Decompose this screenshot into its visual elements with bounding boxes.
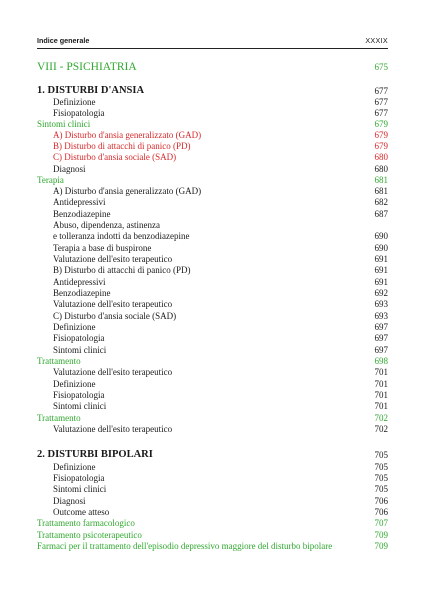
toc-entry xyxy=(37,175,388,186)
toc-entry-title: Valutazione dell'esito terapeutico xyxy=(53,367,173,377)
toc-entry-page: 709 xyxy=(374,530,388,540)
toc-entry-page: 709 xyxy=(374,541,388,551)
toc-entry-page: 693 xyxy=(374,299,388,309)
toc-entry-title: C) Disturbo d'ansia sociale (SAD) xyxy=(53,311,177,321)
toc-entry-page: 677 xyxy=(374,108,388,118)
toc-entry xyxy=(37,541,388,552)
toc-entry xyxy=(37,496,388,507)
toc-entry xyxy=(37,518,388,529)
toc-entry xyxy=(37,484,388,495)
toc-entry-page: 690 xyxy=(374,243,388,253)
toc-entry-title: Sintomi clinici xyxy=(53,345,107,355)
toc-entry-title: Fisiopatologia xyxy=(53,390,105,400)
toc-entry xyxy=(37,254,388,265)
toc-entry-title: Valutazione dell'esito terapeutico xyxy=(53,254,173,264)
toc-entry xyxy=(37,130,388,141)
toc-entry-title: Fisiopatologia xyxy=(53,473,105,483)
toc-entry xyxy=(37,462,388,473)
toc-entry-title: Sintomi clinici xyxy=(53,401,107,411)
toc-entry-title: Trattamento farmacologico xyxy=(37,518,135,528)
toc-entry xyxy=(37,311,388,322)
toc-entry xyxy=(37,164,388,175)
toc-entry-page: 702 xyxy=(374,424,388,434)
toc-entry-page: 680 xyxy=(374,152,388,162)
toc-entry-page: 707 xyxy=(374,518,388,528)
toc-entry-title: Terapia xyxy=(37,175,64,185)
toc-entry xyxy=(37,379,388,390)
toc-entry-page: 697 xyxy=(374,345,388,355)
toc-entry-page: 705 xyxy=(374,484,388,494)
toc-entry xyxy=(37,108,388,119)
toc-entry xyxy=(37,507,388,518)
toc-entry xyxy=(37,473,388,484)
toc-entry-title: Fisiopatologia xyxy=(53,333,105,343)
toc-entry-title: Trattamento xyxy=(37,413,81,423)
toc-entry xyxy=(37,152,388,163)
toc-entry xyxy=(37,97,388,108)
toc-entry-page: 706 xyxy=(374,496,388,506)
toc-entry-page: 702 xyxy=(374,413,388,423)
toc-entry-page: 680 xyxy=(374,164,388,174)
toc-entry-page: 679 xyxy=(374,141,388,151)
toc-entry-page: 677 xyxy=(374,97,388,107)
toc-entry-title: 2. DISTURBI BIPOLARI xyxy=(37,449,153,460)
toc-entry xyxy=(37,530,388,541)
toc-entry-title: e tolleranza indotti da benzodiazepine xyxy=(53,231,190,241)
toc-entry-page: 706 xyxy=(374,507,388,517)
toc-entry-page: 705 xyxy=(374,473,388,483)
toc-entry-page: 701 xyxy=(374,401,388,411)
toc-entry xyxy=(37,322,388,333)
toc-entry-title: Definizione xyxy=(53,462,96,472)
toc-entry-page: 675 xyxy=(374,62,388,72)
toc-entry-title: Sintomi clinici xyxy=(53,484,107,494)
toc-entry xyxy=(37,356,388,367)
toc-entry-title: Outcome atteso xyxy=(53,507,110,517)
toc-entry xyxy=(37,401,388,412)
toc-entry xyxy=(37,209,388,220)
toc-entry-title: Antidepressivi xyxy=(53,277,106,287)
toc-entry-title: Diagnosi xyxy=(53,164,86,174)
toc-entry xyxy=(37,220,388,231)
toc-entry xyxy=(37,288,388,299)
toc-entry-page: 677 xyxy=(374,86,388,96)
toc-entry-page: 681 xyxy=(374,175,388,185)
toc-entry xyxy=(37,243,388,254)
toc-entry-title: 1. DISTURBI D'ANSIA xyxy=(37,85,145,96)
toc-entry-title: Definizione xyxy=(53,322,96,332)
toc-entry-title: A) Disturbo d'ansia generalizzato (GAD) xyxy=(53,130,202,140)
toc-entry xyxy=(37,299,388,310)
toc-entry xyxy=(37,424,388,435)
toc-chapter-heading xyxy=(37,85,388,97)
toc-entry-title: Trattamento xyxy=(37,356,81,366)
toc-entry-page: 705 xyxy=(374,450,388,460)
toc-entry-page: 691 xyxy=(374,254,388,264)
toc-entry-title: Fisiopatologia xyxy=(53,108,105,118)
toc-entry-title: B) Disturbo di attacchi di panico (PD) xyxy=(53,141,191,151)
toc-entry-title: C) Disturbo d'ansia sociale (SAD) xyxy=(53,152,177,162)
toc-entry-page: 681 xyxy=(374,186,388,196)
toc-entry-title: VIII - PSICHIATRIA xyxy=(37,61,137,73)
toc-entry-page: 693 xyxy=(374,311,388,321)
toc-part-heading xyxy=(37,61,388,74)
toc-entry-page: 701 xyxy=(374,379,388,389)
toc-entry-page: 697 xyxy=(374,333,388,343)
running-header xyxy=(37,36,388,49)
toc-entry-page: 691 xyxy=(374,265,388,275)
toc-entry-title: Valutazione dell'esito terapeutico xyxy=(53,299,173,309)
toc-entry-page: 690 xyxy=(374,231,388,241)
toc-entry-title: Diagnosi xyxy=(53,496,86,506)
header-title: Indice generale xyxy=(37,36,90,45)
toc-entry-page: 701 xyxy=(374,390,388,400)
toc-entry-page: 679 xyxy=(374,119,388,129)
toc-entry xyxy=(37,119,388,130)
toc-chapter-heading xyxy=(37,449,388,461)
toc-entry xyxy=(37,265,388,276)
toc-entry-title: Definizione xyxy=(53,379,96,389)
toc-entry xyxy=(37,367,388,378)
toc-entry xyxy=(37,333,388,344)
toc-entry-title: Valutazione dell'esito terapeutico xyxy=(53,424,173,434)
toc-entry-page: 698 xyxy=(374,356,388,366)
toc-entry xyxy=(37,390,388,401)
toc-entry-page: 691 xyxy=(374,277,388,287)
toc-entry xyxy=(37,277,388,288)
toc-entry xyxy=(37,231,388,242)
toc-entry-title: Benzodiazepine xyxy=(53,209,111,219)
toc-entry-page: 687 xyxy=(374,209,388,219)
toc-entry xyxy=(37,186,388,197)
toc-entry-title: Antidepressivi xyxy=(53,197,106,207)
toc-entry-page: 679 xyxy=(374,130,388,140)
toc-entry-title: Sintomi clinici xyxy=(37,119,91,129)
toc-entry-title: B) Disturbo di attacchi di panico (PD) xyxy=(53,265,191,275)
toc-entry-title: A) Disturbo d'ansia generalizzato (GAD) xyxy=(53,186,202,196)
toc-entry-page: 692 xyxy=(374,288,388,298)
toc-entry-page: 682 xyxy=(374,197,388,207)
toc-entry xyxy=(37,413,388,424)
toc-entry xyxy=(37,345,388,356)
toc-entry-title: Farmaci per il trattamento dell'episodio depressivo maggiore del disturbo bipolare xyxy=(37,541,333,551)
toc-entry-title: Abuso, dipendenza, astinenza xyxy=(53,220,160,230)
header-page-number: XXXIX xyxy=(365,36,388,45)
toc-entry-title: Trattamento psicoterapeutico xyxy=(37,530,142,540)
toc-entry-title: Definizione xyxy=(53,97,96,107)
toc-entry-title: Benzodiazepine xyxy=(53,288,111,298)
toc-entry-page: 705 xyxy=(374,462,388,472)
toc-entry-page: 697 xyxy=(374,322,388,332)
toc-entry xyxy=(37,141,388,152)
toc-entry xyxy=(37,197,388,208)
toc-entry-title: Terapia a base di buspirone xyxy=(53,243,152,253)
toc-entry-page: 701 xyxy=(374,367,388,377)
